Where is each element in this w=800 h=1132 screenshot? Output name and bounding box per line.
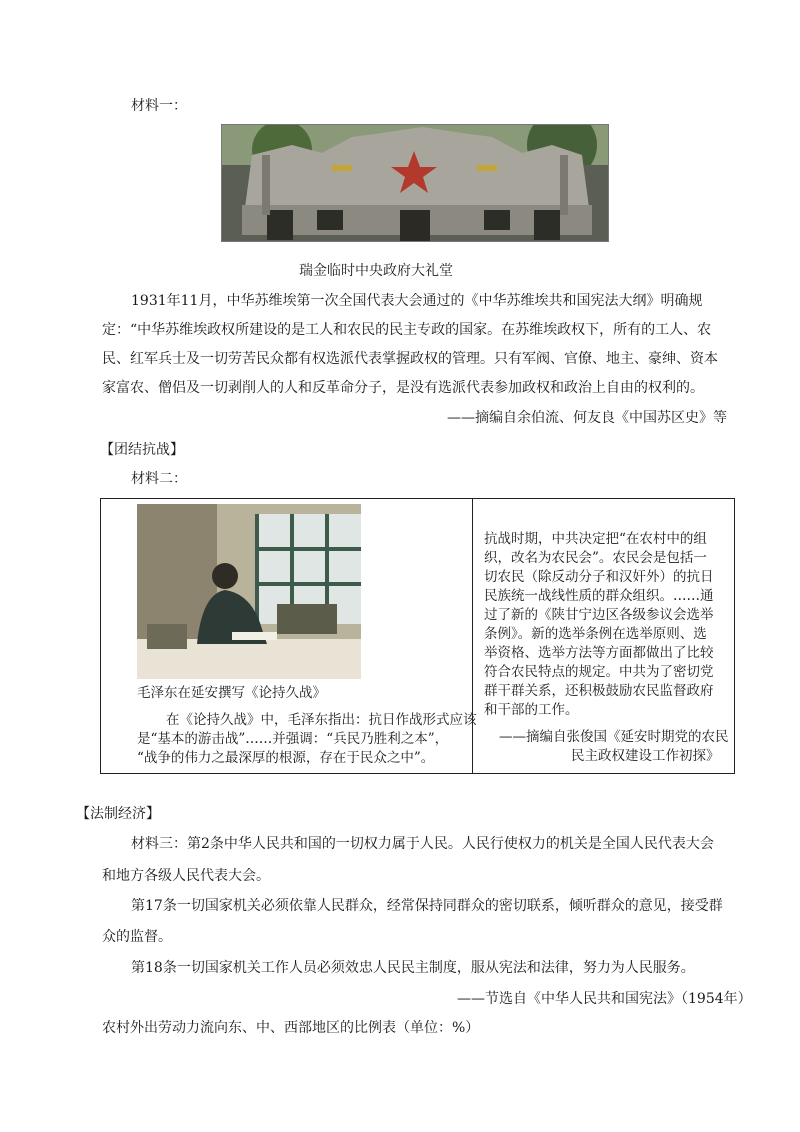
right-cell-source-2: 民主政权建设工作初探》	[571, 748, 720, 764]
right-cell-line-5: 过了新的《陕甘宁边区各级参议会选举	[484, 607, 714, 623]
right-cell-line-2: 织，改名为农民会”。农民会是包括一	[484, 550, 707, 566]
material-three-line-3: 第17条一切国家机关必须依靠人民群众，经常保持同群众的密切联系，倾听群众的意见，接受群	[131, 898, 723, 914]
left-cell-line-2: 是“基本的游击战”……并强调：“兵民乃胜利之本”，	[137, 731, 449, 747]
material-one-line-2: 定：“中华苏维埃政权所建设的是工人和农民的民主专政的国家。在苏维埃政权下，所有的工人、农	[102, 322, 712, 338]
section-heading-unite: 【团结抗战】	[100, 442, 184, 458]
right-cell-line-7: 举资格、选举方法等方面都做出了比较	[484, 645, 714, 661]
material-one-source: ——摘编自余伯流、何友良《中国苏区史》等	[447, 410, 727, 426]
left-cell-line-3: “战争的伟力之最深厚的根源，存在于民众之中”。	[137, 750, 435, 766]
right-cell-line-8: 符合农民特点的规定。中共为了密切党	[484, 664, 714, 680]
right-cell-line-9: 群干群关系，还积极鼓励农民监督政府	[484, 683, 714, 699]
section-heading-law: 【法制经济】	[76, 806, 160, 822]
material-two-label: 材料二：	[131, 471, 187, 487]
material-three-line-4: 众的监督。	[102, 929, 172, 945]
material-three-line-2: 和地方各级人民代表大会。	[102, 868, 270, 884]
photo1-caption: 瑞金临时中央政府大礼堂	[299, 263, 453, 279]
right-cell-line-6: 条例》。新的选举条例在选举原则、选	[484, 626, 707, 642]
table-title: 农村外出劳动力流向东、中、西部地区的比例表（单位：%）	[102, 1020, 480, 1036]
table-divider	[472, 498, 473, 774]
right-cell-source-1: ——摘编自张俊国《延安时期党的农民	[499, 729, 729, 745]
material-one-line-1: 1931年11月，中华苏维埃第一次全国代表大会通过的《中华苏维埃共和国宪法大纲》明确规	[131, 293, 703, 309]
mao-writing-photo	[137, 504, 361, 679]
material-three-source: ——节选自《中华人民共和国宪法》（1954年）	[457, 991, 752, 1007]
material-three-line-1: 材料三：第2条中华人民共和国的一切权力属于人民。人民行使权力的机关是全国人民代表大会	[131, 836, 714, 852]
material-one-line-4: 家富农、僧侣及一切剥削人的人和反革命分子，是没有选派代表参加政权和政治上自由的权利的。	[102, 380, 704, 396]
right-cell-line-3: 切农民（除反动分子和汉奸外）的抗日	[484, 569, 714, 585]
right-cell-line-1: 抗战时期，中共决定把“在农村中的组	[484, 531, 707, 547]
ruijin-auditorium-photo	[221, 124, 609, 242]
right-cell-line-4: 民族统一战线性质的群众组织。……通	[484, 588, 714, 604]
material-one-label: 材料一：	[131, 98, 187, 114]
right-cell-line-10: 和干部的工作。	[484, 702, 579, 718]
left-cell-line-1: 在《论持久战》中，毛泽东指出：抗日作战形式应该	[166, 712, 477, 728]
material-three-line-5: 第18条一切国家机关工作人员必须效忠人民民主制度，服从宪法和法律，努力为人民服务。	[131, 960, 695, 976]
photo2-caption: 毛泽东在延安撰写《论持久战》	[137, 685, 326, 701]
material-one-line-3: 民、红军兵士及一切劳苦民众都有权选派代表掌握政权的管理。只有军阀、官僚、地主、豪绅、资本	[102, 351, 718, 367]
